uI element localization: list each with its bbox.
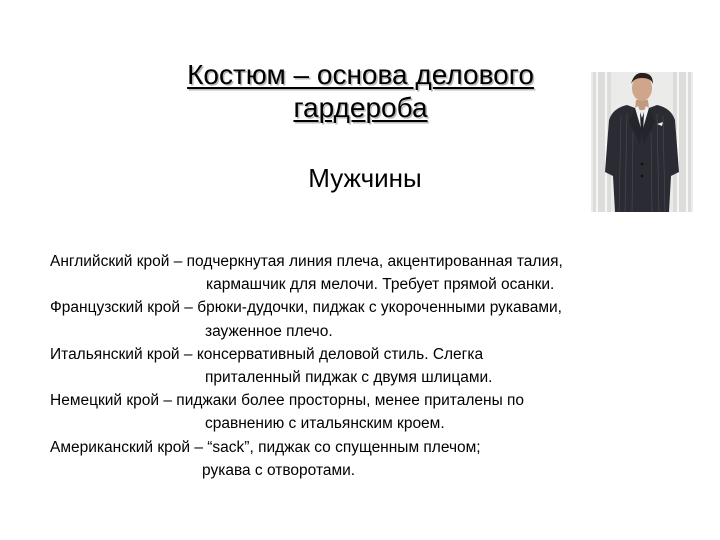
style-description-line-2: рукава с отворотами.	[202, 461, 356, 479]
style-description-line-1: – подчеркнутая линия плеча, акцентированная талия,	[169, 253, 563, 270]
style-name: Французский крой	[50, 299, 180, 317]
style-description-line-1: – пиджаки более просторны, менее приталены по	[159, 392, 525, 410]
man-in-suit-photo	[591, 72, 693, 212]
list-item	[50, 343, 710, 389]
man-in-suit-illustration	[591, 72, 693, 212]
style-description-line-2: приталенный пиджак с двумя шлицами.	[205, 369, 493, 387]
style-description-line-2: сравнению с итальянским кроем.	[205, 415, 445, 433]
style-description-line-1: – брюки-дудочки, пиджак с укороченными рукавами,	[179, 299, 562, 317]
style-name: Английский крой	[50, 253, 170, 270]
style-description-line-2: зауженное плечо.	[205, 322, 333, 340]
style-description-line-2: кармашчик для мелочи. Требует прямой осанки.	[206, 276, 555, 294]
list-item	[50, 250, 710, 296]
suit-styles-list	[50, 250, 710, 482]
style-name: Итальянский крой	[50, 345, 180, 363]
list-item	[50, 296, 710, 342]
style-description-line-1: – “sack”, пиджак со спущенным плечом;	[190, 438, 481, 456]
style-name: Американский крой	[50, 438, 191, 456]
style-name: Немецкий крой	[50, 392, 160, 410]
style-description-line-1: – консервативный деловой стиль. Слегка	[179, 345, 484, 363]
slide-title	[118, 58, 603, 124]
slide-title-line-1: Костюм – основа делового	[187, 59, 534, 90]
slide-title-line-2: гардероба	[293, 92, 428, 123]
list-item	[50, 436, 710, 482]
list-item	[50, 389, 710, 435]
slide-subtitle: Мужчины	[308, 163, 422, 193]
